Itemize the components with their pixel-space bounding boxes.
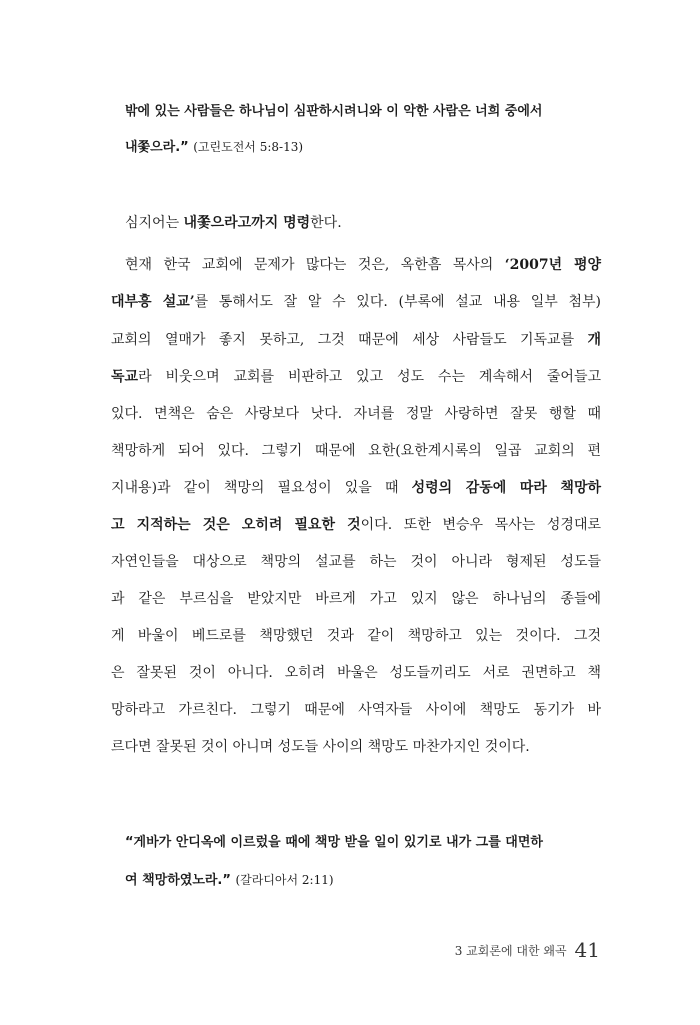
p2-line-11: 게 바울이 베드로를 책망했던 것과 같이 책망하고 있는 것이다. 그것: [111, 628, 601, 644]
p2-line-7: [111, 481, 601, 495]
p2-line-13: 망하라고 가르친다. 그렇기 때문에 사역자들 사이에 책망도 동기가 바: [111, 702, 601, 718]
p1-text-post: 한다.: [310, 215, 342, 231]
p2-line-14: 르다면 잘못된 것이 아니며 성도들 사이의 책망도 마찬가지인 것이다.: [111, 739, 530, 755]
p2-l7-text: 지내용)과 같이 책망의 필요성이 있을 때: [111, 480, 412, 496]
quote-1-text-1: 밖에 있는 사람들은 하나님이 심판하시려니와 이 악한 사람은 너희 중에서: [125, 104, 543, 119]
p2-line-12: 은 잘못된 것이 아니다. 오히려 바울은 성도들끼리도 서로 권면하고 책: [111, 665, 601, 681]
quote-1-line-1: [125, 105, 600, 119]
p1-text-pre: 심지어는: [125, 215, 184, 231]
p2-line-6: 책망하게 되어 있다. 그렇기 때문에 요한(요한계시록의 일곱 교회의 편: [111, 443, 601, 459]
quote-1-line-2: [125, 141, 600, 155]
p2-l4-text: 라 비웃으며 교회를 비판하고 있고 성도 수는 계속해서 줄어들고: [138, 369, 601, 385]
p2-line-5: 있다. 면책은 숨은 사랑보다 낫다. 자녀를 정말 사랑하면 잘못 행할 때: [111, 406, 601, 422]
p2-line-10: 과 같은 부르심을 받았지만 바르게 가고 있지 않은 하나님의 종들에: [111, 591, 601, 607]
p2-l7-bold: 성령의 감동에 따라 책망하: [411, 480, 602, 496]
p2-line-9: 자연인들을 대상으로 책망의 설교를 하는 것이 아니라 형제된 성도들: [111, 554, 601, 570]
p2-l8-text: 이다. 또한 변승우 목사는 성경대로: [360, 517, 601, 533]
page-footer: [455, 938, 600, 962]
p2-line-1: [125, 258, 601, 272]
quote-2-text-1: “게바가 안디옥에 이르렀을 때에 책망 받을 일이 있기로 내가 그를 대면하: [125, 835, 543, 850]
page-number: 41: [574, 938, 600, 962]
paragraph-1-line: [125, 216, 601, 230]
p2-line-3: [111, 333, 601, 347]
p2-line-2: [111, 295, 601, 309]
quote-2-reference: (갈라디아서 2:11): [235, 873, 334, 887]
quote-2-line-2: [125, 874, 600, 888]
quote-1-reference: (고린도전서 5:8-13): [193, 140, 304, 154]
quote-2-line-1: [125, 836, 600, 850]
p2-l2-text: 를 통해서도 잘 알 수 있다. (부록에 설교 내용 일부 첨부): [194, 294, 601, 310]
quote-1-text-2: 내쫓으라.”: [125, 140, 189, 155]
p2-line-4: [111, 370, 601, 384]
p2-l3-text: 교회의 열매가 좋지 못하고, 그것 때문에 세상 사람들도 기독교를: [111, 332, 588, 348]
p2-l2-bold: 대부흥 설교’: [111, 294, 195, 310]
quote-2-text-2: 여 책망하였노라.”: [125, 873, 231, 888]
p2-line-8: [111, 518, 601, 532]
chapter-title: 3 교회론에 대한 왜곡: [454, 944, 567, 958]
p2-l4-bold: 독교: [111, 369, 139, 385]
p1-text-bold: 내쫓으라고까지 명령: [183, 215, 311, 231]
p2-l1-bold: ‘2007년 평양: [504, 257, 601, 273]
p2-l3-bold: 개: [587, 332, 601, 348]
p2-l8-bold: 고 지적하는 것은 오히려 필요한 것: [111, 517, 361, 533]
p2-l1-text: 현재 한국 교회에 문제가 많다는 것은, 옥한흠 목사의: [125, 257, 505, 273]
